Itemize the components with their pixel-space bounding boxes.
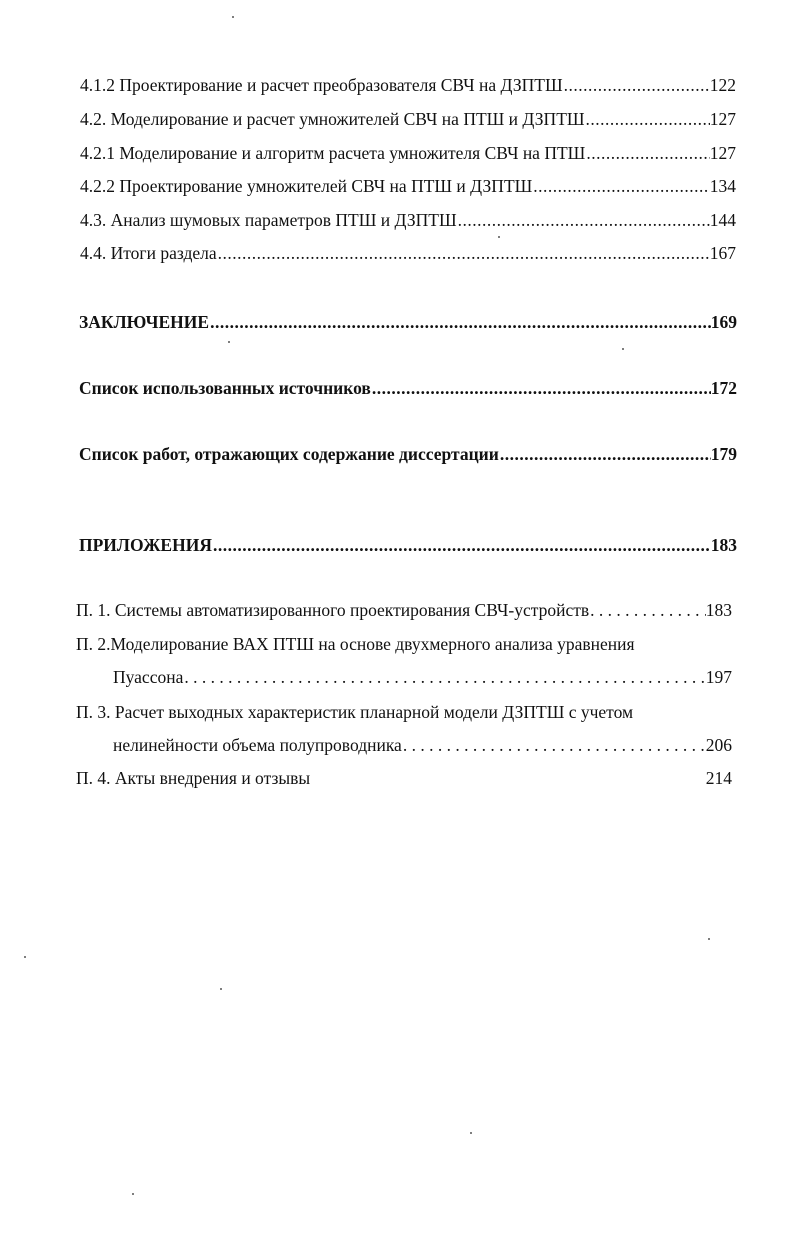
toc-sources (79, 377, 737, 399)
toc-entry-label: П. 3. Расчет выходных характеристик планарной модели ДЗПТШ с учетом (76, 702, 634, 722)
scan-speck (470, 1132, 472, 1134)
toc-entry-page: 127 (709, 109, 736, 129)
scan-speck (498, 236, 500, 238)
toc-entry-label: П. 4. Акты внедрения и отзывы (76, 768, 311, 788)
toc-entry-4-2-1 (80, 142, 736, 164)
toc-conclusion (79, 311, 737, 333)
toc-entry-page: 134 (709, 176, 736, 196)
toc-entry-page: 214 (705, 768, 732, 788)
dot-leader (403, 734, 706, 756)
toc-entry-4-4 (80, 242, 736, 264)
toc-entry-page: 122 (709, 75, 736, 95)
toc-appendix-1 (76, 599, 732, 621)
toc-entry-label: 4.2. Моделирование и расчет умножителей СВЧ на ПТШ и ДЗПТШ (80, 109, 585, 129)
toc-entry-label: Список использованных источников (79, 378, 371, 398)
toc-entry-label: 4.2.1 Моделирование и алгоритм расчета умножителя СВЧ на ПТШ (80, 143, 586, 163)
toc-entry-page: 169 (710, 312, 737, 332)
toc-appendix-2-line2 (113, 666, 732, 688)
toc-entry-4-2-2 (80, 175, 736, 197)
scan-speck (708, 938, 710, 940)
scan-speck (622, 348, 624, 350)
dot-leader (564, 74, 710, 96)
scan-speck (24, 956, 26, 958)
toc-entry-page: 172 (710, 378, 737, 398)
scan-speck (228, 341, 230, 343)
toc-entry-label: 4.3. Анализ шумовых параметров ПТШ и ДЗПТШ (80, 210, 457, 230)
toc-entry-label: П. 2.Моделирование ВАХ ПТШ на основе двухмерного анализа уравнения (76, 634, 635, 654)
toc-entry-4-3 (80, 209, 736, 231)
toc-entry-label: 4.2.2 Проектирование умножителей СВЧ на ПТШ и ДЗПТШ (80, 176, 533, 196)
toc-entry-page: 183 (705, 600, 732, 620)
toc-entry-page: 206 (705, 735, 732, 755)
toc-entry-page: 183 (710, 535, 737, 555)
toc-entry-page: 179 (710, 444, 737, 464)
dot-leader (213, 534, 711, 556)
toc-entry-label-cont: нелинейности объема полупроводника (113, 735, 402, 755)
toc-entry-page: 167 (709, 243, 736, 263)
toc-entry-4-2 (80, 108, 736, 130)
toc-publications (79, 443, 737, 465)
dot-leader (500, 443, 711, 465)
toc-entry-page: 197 (705, 667, 732, 687)
toc-entry-label: 4.4. Итоги раздела (80, 243, 217, 263)
toc-appendix-4 (76, 767, 732, 789)
toc-entry-label: П. 1. Системы автоматизированного проектирования СВЧ-устройств (76, 600, 590, 620)
toc-entry-page: 127 (709, 143, 736, 163)
toc-entry-label-cont: Пуассона (113, 667, 184, 687)
dot-leader (184, 666, 705, 688)
toc-entry-label: Список работ, отражающих содержание диссертации (79, 444, 499, 464)
toc-entry-4-1-2 (80, 74, 736, 96)
scan-speck (232, 16, 234, 18)
toc-appendices (79, 534, 737, 556)
dot-leader (590, 599, 706, 621)
dot-leader (586, 108, 710, 130)
toc-appendix-3-line2 (113, 734, 732, 756)
dot-leader (533, 175, 709, 197)
dot-leader (458, 209, 710, 231)
dot-leader (218, 242, 710, 264)
dot-leader (372, 377, 711, 399)
scan-speck (220, 988, 222, 990)
toc-appendix-3-line1 (76, 701, 732, 723)
toc-entry-label: ЗАКЛЮЧЕНИЕ (79, 312, 210, 332)
toc-entry-page: 144 (709, 210, 736, 230)
toc-appendix-2-line1 (76, 633, 732, 655)
dot-leader (586, 142, 709, 164)
toc-entry-label: ПРИЛОЖЕНИЯ (79, 535, 212, 555)
toc-entry-label: 4.1.2 Проектирование и расчет преобразователя СВЧ на ДЗПТШ (80, 75, 563, 95)
dot-leader (210, 311, 711, 333)
scan-speck (132, 1193, 134, 1195)
